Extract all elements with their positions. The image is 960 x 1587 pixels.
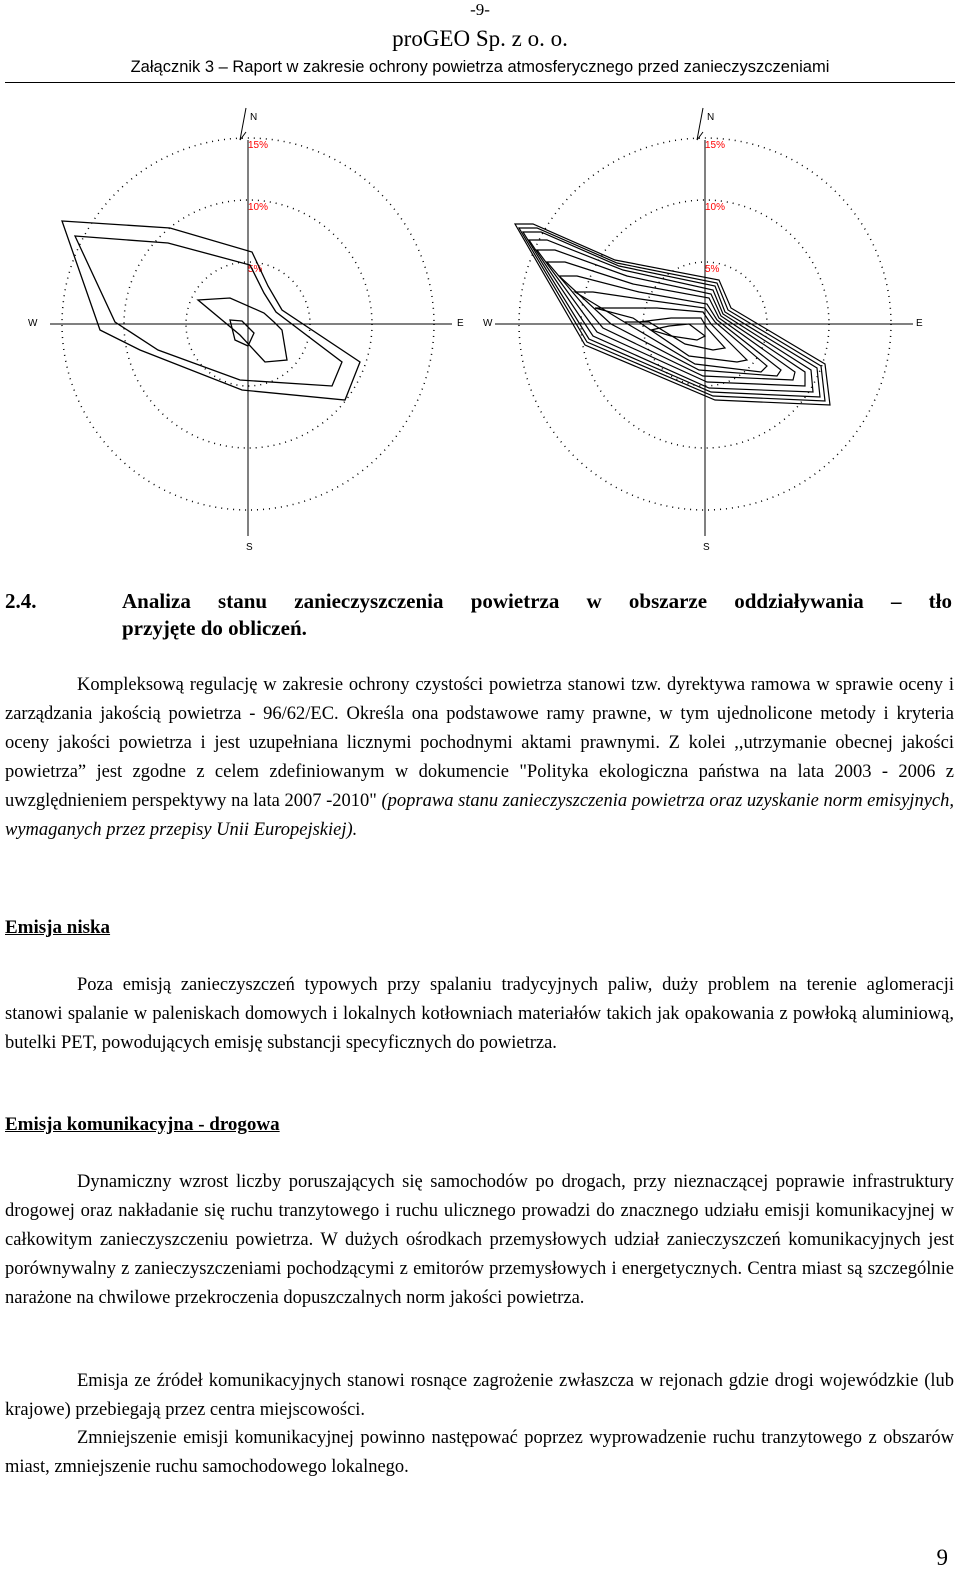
intro-text: Kompleksową regulację w zakresie ochrony czystości powietrza stanowi tzw. dyrektywa ramowa w sprawie oceny i zarządzania jakością powietrza - 96/62/EC. Określa ona podstawowe ramy prawne, w tym ujednolicone metody i kryteria oceny jakości powietrza i jest uzupełniana licznymi pochodnymi aktami prawnymi. Z kolei ,,utrzymanie obecnej jakości powietrza” jest zgodne z celem zdefiniowanym w dokumencie "Polityka ekologiczna państwa na lata 2003 - 2006 z uwzględnieniem perspektywy na lata 2007 -2010" bbox=[5, 675, 954, 811]
paragraph-komunikacja-2: Emisja ze źródeł komunikacyjnych stanowi rosnące zagrożenie zwłaszcza w rejonach gdzie drogi wojewódzkie (lub krajowe) przebiegają przez centra miejscowości. bbox=[5, 1371, 954, 1420]
paragraph-komunikacja-1: Dynamiczny wzrost liczby poruszających się samochodów po drogach, przy nieznaczącej poprawie infrastruktury drogowej oraz nakładanie się ruchu tranzytowego i ruchu ulicznego prowadzi do znacznego udziału emisji komunikacyjnej w całkowitym zanieczyszczeniu powietrza. W dużych ośrodkach przemysłowych udział zanieczyszczeń komunikacyjnych jest porównywalny z zanieczyszczeniami pochodzącymi z emitorów przemysłowych i energetycznych. Centra miast są szczególnie narażone na chwilowe przekroczenia dopuszczalnych norm jakości powietrza. bbox=[5, 1172, 954, 1308]
heading-emisja-komunikacyjna: Emisja komunikacyjna - drogowa bbox=[5, 1114, 280, 1135]
rose-right-ring-10: 10% bbox=[705, 202, 726, 213]
page-number: 9 bbox=[936, 1545, 948, 1570]
rose-left-s-label: S bbox=[246, 542, 253, 553]
section-title-continued: przyjęte do obliczeń. bbox=[122, 616, 307, 640]
rose-right-n-label: N bbox=[707, 112, 715, 123]
rose-right-e-label: E bbox=[916, 318, 923, 329]
rose-right-ring-5: 5% bbox=[705, 264, 720, 275]
rose-left-ring-10: 10% bbox=[248, 202, 269, 213]
intro-paragraph bbox=[5, 671, 954, 845]
section-number: 2.4. bbox=[5, 589, 37, 613]
rose-right-w-label: W bbox=[483, 318, 493, 329]
rose-right-s-label: S bbox=[703, 542, 710, 553]
header-divider bbox=[5, 82, 955, 83]
paragraph-emisja-niska: Poza emisją zanieczyszczeń typowych przy spalaniu tradycyjnych paliw, duży problem na terenie aglomeracji stanowi spalanie w paleniskach domowych i lokalnych kotłowniach materiałów takich jak opakowania z powłoką aluminiową, butelki PET, powodujących emisję substancji specyficznych do powietrza. bbox=[5, 975, 954, 1053]
heading-emisja-niska: Emisja niska bbox=[5, 917, 111, 938]
rose-left-e-label: E bbox=[457, 318, 464, 329]
wind-rose-right bbox=[475, 100, 945, 560]
paragraph-komunikacja-3: Zmniejszenie emisji komunikacyjnej powinno następować poprzez wyprowadzenie ruchu tranzytowego z obszarów miast, zmniejszenie ruchu samochodowego lokalnego. bbox=[5, 1428, 954, 1477]
wind-rose-left bbox=[20, 100, 470, 560]
rose-right-ring-15: 15% bbox=[705, 140, 726, 151]
rose-left-w-label: W bbox=[28, 318, 38, 329]
section-title: Analiza stanu zanieczyszczenia powietrza w obszarze oddziaływania – tło bbox=[122, 589, 952, 613]
rose-left-ring-15: 15% bbox=[248, 140, 269, 151]
document-subtitle: Załącznik 3 – Raport w zakresie ochrony powietrza atmosferycznego przed zanieczyszczeniami bbox=[130, 58, 830, 76]
page-marker: -9- bbox=[470, 0, 490, 19]
rose-left-n-label: N bbox=[250, 112, 258, 123]
intro-italic-text: (poprawa stanu zanieczyszczenia powietrza oraz uzyskanie norm emisyjnych, wymaganych przez przepisy Unii Europejskiej). bbox=[5, 791, 954, 840]
company-name: proGEO Sp. z o. o. bbox=[392, 26, 568, 51]
rose-left-ring-5: 5% bbox=[248, 264, 263, 275]
